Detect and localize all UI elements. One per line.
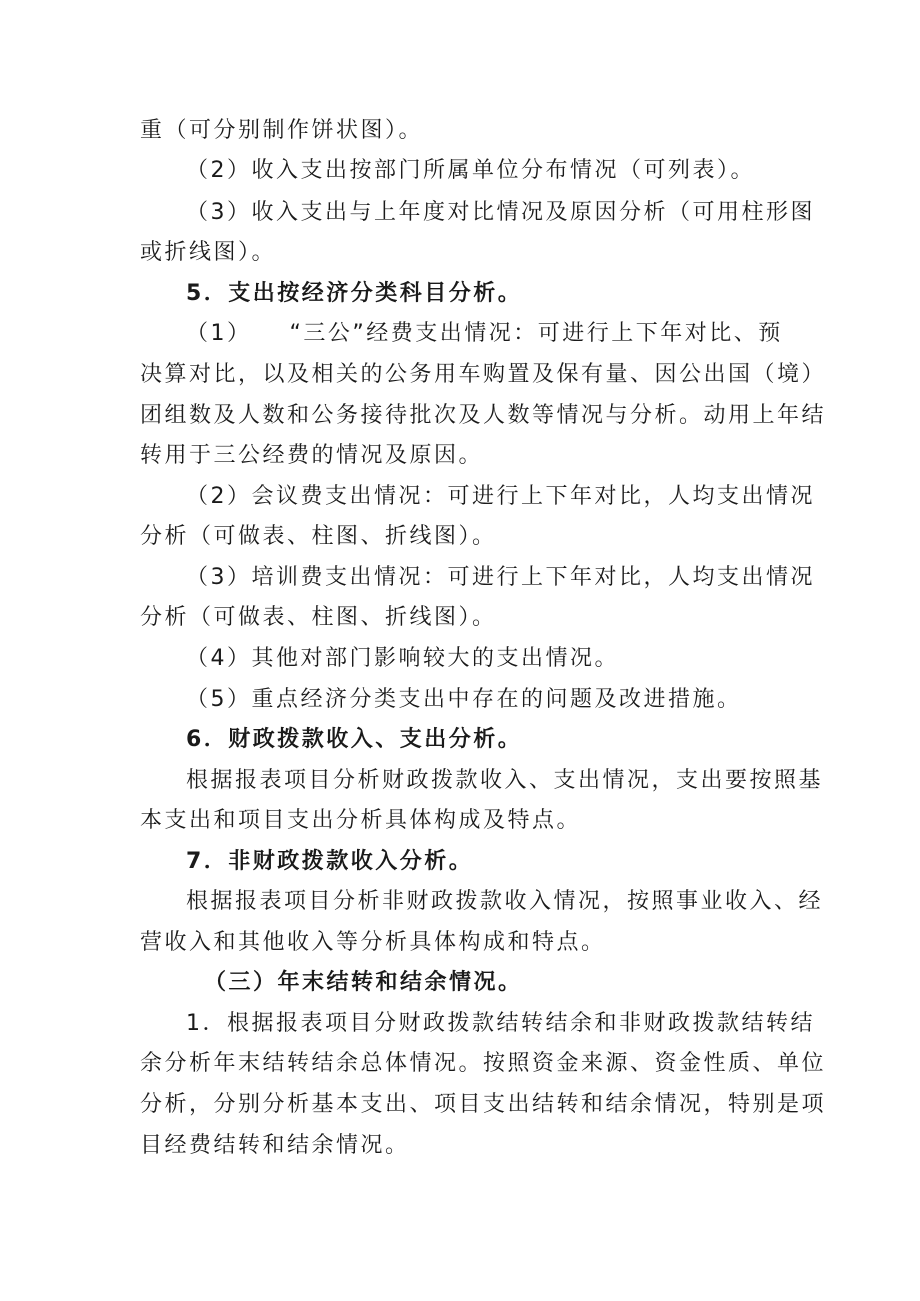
- paragraph-line: 根据报表项目分析非财政拨款收入情况，按照事业收入、经: [186, 889, 824, 914]
- paragraph-line: 重（可分别制作饼状图）。: [140, 118, 424, 143]
- paragraph-line: 营收入和其他收入等分析具体构成和特点。: [140, 930, 606, 955]
- section-heading: 6．财政拨款收入、支出分析。: [186, 727, 523, 752]
- paragraph-line: 余分析年末结转结余总体情况。按照资金来源、资金性质、单位: [140, 1051, 827, 1076]
- paragraph-line: 团组数及人数和公务接待批次及人数等情况与分析。动用上年结: [140, 403, 827, 428]
- section-heading: （三）年末结转和结余情况。: [204, 970, 523, 995]
- paragraph-line: 目经费结转和结余情况。: [140, 1133, 410, 1158]
- paragraph-line: 根据报表项目分析财政拨款收入、支出情况，支出要按照基: [186, 768, 824, 793]
- paragraph-line: （3）培训费支出情况：可进行上下年对比，人均支出情况: [186, 565, 815, 590]
- paragraph-line: （4）其他对部门影响较大的支出情况。: [186, 646, 619, 671]
- paragraph-line: 转用于三公经费的情况及原因。: [140, 443, 484, 468]
- section-heading: 7．非财政拨款收入分析。: [186, 849, 474, 874]
- paragraph-line: 1．根据报表项目分财政拨款结转结余和非财政拨款结转结: [186, 1011, 815, 1036]
- section-heading: 5．支出按经济分类科目分析。: [186, 281, 523, 306]
- paragraph-line: （3）收入支出与上年度对比情况及原因分析（可用柱形图: [186, 200, 815, 225]
- paragraph-line: （5）重点经济分类支出中存在的问题及改进措施。: [186, 687, 742, 712]
- paragraph-line: 分析，分别分析基本支出、项目支出结转和结余情况，特别是项: [140, 1092, 827, 1117]
- paragraph-line: （2）会议费支出情况：可进行上下年对比，人均支出情况: [186, 484, 815, 509]
- paragraph-line: 或折线图）。: [140, 240, 277, 265]
- paragraph-line: 本支出和项目支出分析具体构成及特点。: [140, 808, 582, 833]
- paragraph-line: 分析（可做表、柱图、折线图）。: [140, 524, 497, 549]
- paragraph-line: （2）收入支出按部门所属单位分布情况（可列表）。: [186, 158, 755, 183]
- paragraph-line: 决算对比，以及相关的公务用车购置及保有量、因公出国（境）: [140, 362, 827, 387]
- paragraph-line: 分析（可做表、柱图、折线图）。: [140, 605, 497, 630]
- paragraph-line: （1） “三公”经费支出情况：可进行上下年对比、预: [186, 321, 783, 346]
